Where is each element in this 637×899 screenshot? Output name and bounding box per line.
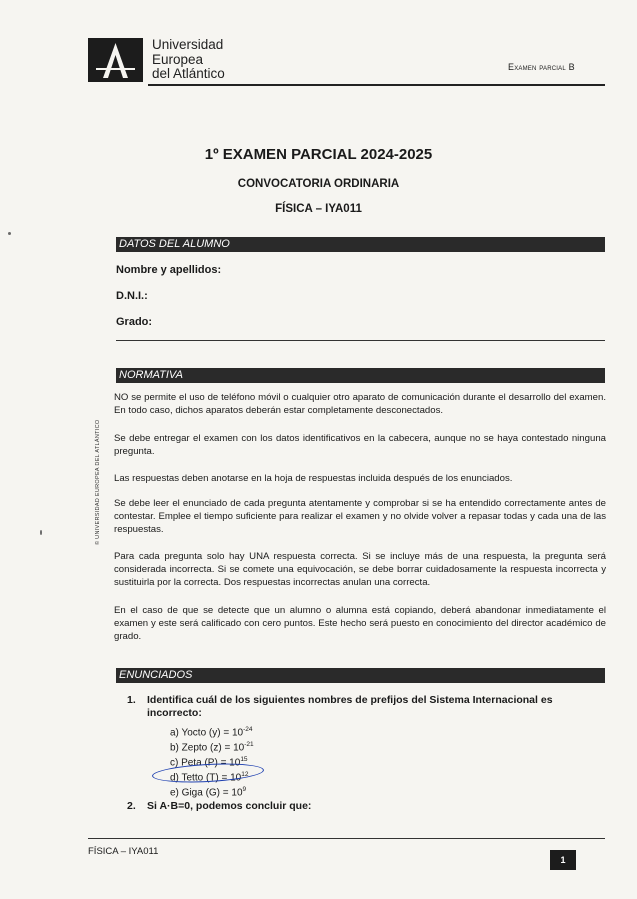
rule-paragraph: Las respuestas deben anotarse en la hoja de respuestas incluida después de los enunciados. [114, 473, 513, 484]
page-number: 1 [550, 850, 576, 870]
section-enunciados [116, 668, 605, 683]
exam-variant-label: Examen parcial B [508, 62, 575, 72]
option-label: a) Yocto (y) = 10 [170, 727, 244, 739]
question-text: Si A·B=0, podemos concluir que: [147, 800, 312, 812]
university-name-line: Europea [152, 51, 204, 67]
option-label: b) Zepto (z) = 10 [170, 742, 245, 754]
footer-divider [88, 838, 605, 839]
option-exponent: -24 [243, 726, 253, 733]
university-name-line: del Atlántico [152, 66, 225, 81]
question-text: Identifica cuál de los siguientes nombres de prefijos del Sistema Internacional es incorrecto: [147, 694, 553, 719]
rule-paragraph: Se debe leer el enunciado de cada pregunta atentamente y comprobar si se ha entendido correctamente antes de contestar. Emplee el tiempo suficiente para realizar el examen y no olvide volver a repasar todas y cada una de las respuestas. [114, 498, 606, 535]
option-exponent: 9 [242, 786, 247, 793]
university-logo [88, 38, 143, 82]
field-grado: Grado: [116, 316, 153, 328]
option-exponent: -21 [244, 741, 254, 748]
answer-option [170, 741, 254, 753]
option-exponent: 12 [241, 771, 249, 778]
exam-subject: FÍSICA – IYA011 [275, 203, 362, 215]
option-label: c) Peta (P) = 10 [170, 757, 241, 769]
side-copyright: © UNIVERSIDAD EUROPEA DEL ATLÁNTICO [95, 419, 101, 545]
rule-paragraph: Se debe entregar el examen con los datos identificativos en la cabecera, aunque no se haya contestado ninguna pregunta. [114, 433, 606, 457]
rule-paragraph: Para cada pregunta solo hay UNA respuesta correcta. Si se incluye más de una respuesta, la pregunta será considerada incorrecta. Si se comete una equivocación, se debe borrar cuidadosamente la respuesta incorrecta y sustituirla por la correcta. Dos respuestas incorrectas anulan una correcta. [114, 551, 606, 588]
scan-speck [8, 232, 11, 235]
section-datos-alumno [116, 237, 605, 252]
university-name-line: Universidad [152, 37, 224, 52]
section-title: ENUNCIADOS [119, 669, 193, 681]
section-normativa [116, 368, 605, 383]
option-exponent: 15 [240, 756, 248, 763]
option-label: e) Giga (G) = 10 [170, 787, 243, 799]
question-number: 1. [127, 694, 136, 706]
footer-course: FÍSICA – IYA011 [88, 846, 159, 857]
exam-title: 1º EXAMEN PARCIAL 2024-2025 [204, 146, 433, 163]
rule-paragraph: NO se permite el uso de teléfono móvil o cualquier otro aparato de comunicación durante el desarrollo del examen. En todo caso, dichos aparatos deberán estar completamente desconectados. [114, 392, 606, 416]
exam-convocatoria: CONVOCATORIA ORDINARIA [237, 178, 400, 190]
answer-option [170, 726, 253, 738]
datos-divider [116, 340, 605, 341]
section-title: DATOS DEL ALUMNO [119, 238, 230, 250]
answer-option [170, 786, 246, 798]
option-label: d) Tetto (T) = 10 [170, 772, 242, 784]
question-number: 2. [127, 800, 136, 812]
field-dni: D.N.I.: [116, 290, 148, 302]
rule-paragraph: En el caso de que se detecte que un alumno o alumna está copiando, deberá abandonar inmediatamente el examen y este será calificado con cero puntos. Este hecho será puesto en conocimiento del director académico de grado. [114, 605, 606, 642]
header-divider [148, 84, 605, 86]
university-name [152, 38, 225, 82]
section-title: NORMATIVA [119, 369, 183, 381]
field-nombre: Nombre y apellidos: [116, 264, 222, 276]
scan-speck [40, 530, 42, 535]
